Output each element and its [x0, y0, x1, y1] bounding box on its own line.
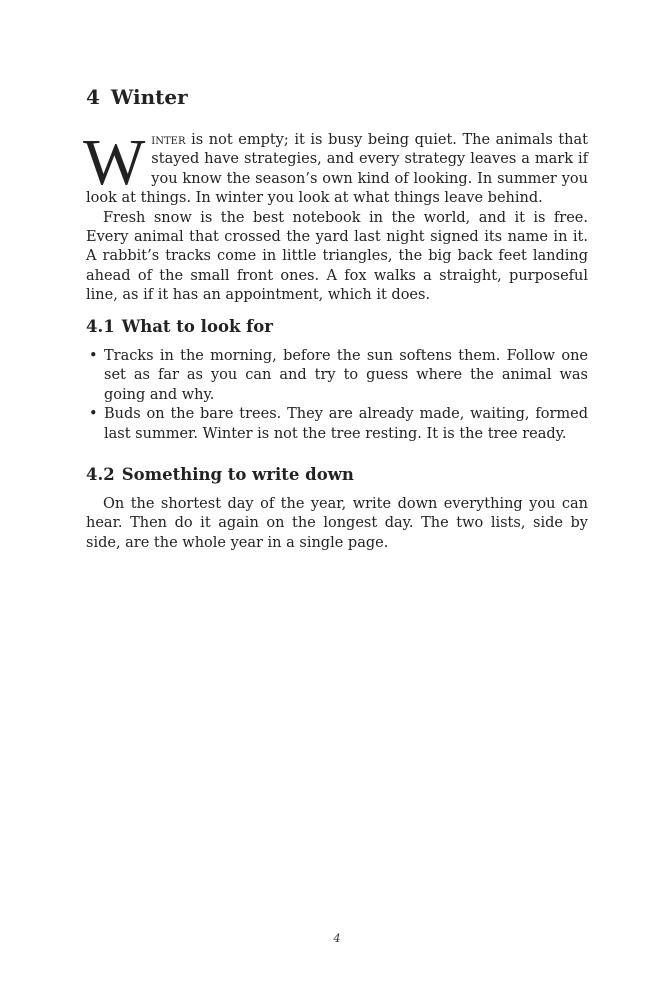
intro-paragraph-1 [83, 126, 588, 209]
document-page [83, 0, 588, 990]
list-item [86, 405, 588, 444]
section-title: Something to write down [121, 465, 354, 484]
section-heading-what-to-look-for [86, 316, 273, 338]
section-title: What to look for [121, 317, 273, 336]
drop-cap: W [83, 126, 146, 199]
chapter-title: Winter [110, 85, 188, 109]
bullet-list [86, 347, 588, 444]
list-item [86, 347, 588, 405]
list-item-text: Buds on the bare trees. They are already made, waiting, formed last summer. Winter is not the tree resting. It is the tree ready. [104, 406, 588, 442]
intro-paragraph-1-text: is not empty; it is busy being quiet. The animals that stayed have strategies, and every strategy leaves a mark if you know the season’s own kind of looking. In summer you look at things. In winter you look at what things leave behind. [86, 132, 588, 207]
bullet-marker: • [89, 406, 98, 423]
section-heading-something-to-write-down [86, 464, 354, 486]
intro-paragraph-2: Fresh snow is the best notebook in the world, and it is free. Every animal that crossed the yard last night signed its name in it. A rabbit’s tracks come in little triangles, the big back feet landing ahead of the small front ones. A fox walks a straight, purposeful line, as if it has an appointment, which it does. [86, 209, 588, 304]
list-item-text: Tracks in the morning, before the sun softens them. Follow one set as far as you can and try to guess where the animal was going and why. [104, 348, 588, 403]
chapter-heading [86, 84, 188, 110]
section-number: 4.1 [86, 317, 115, 336]
section-paragraph: On the shortest day of the year, write down everything you can hear. Then do it again on the longest day. The two lists, side by side, are the whole year in a single page. [86, 496, 588, 551]
intro-smallcaps: inter [151, 132, 186, 148]
page-number: 4 [333, 932, 341, 945]
chapter-number: 4 [86, 85, 100, 109]
section-body [86, 495, 588, 553]
bullet-marker: • [89, 348, 98, 364]
chapter-intro [83, 126, 588, 306]
section-number: 4.2 [86, 465, 115, 484]
